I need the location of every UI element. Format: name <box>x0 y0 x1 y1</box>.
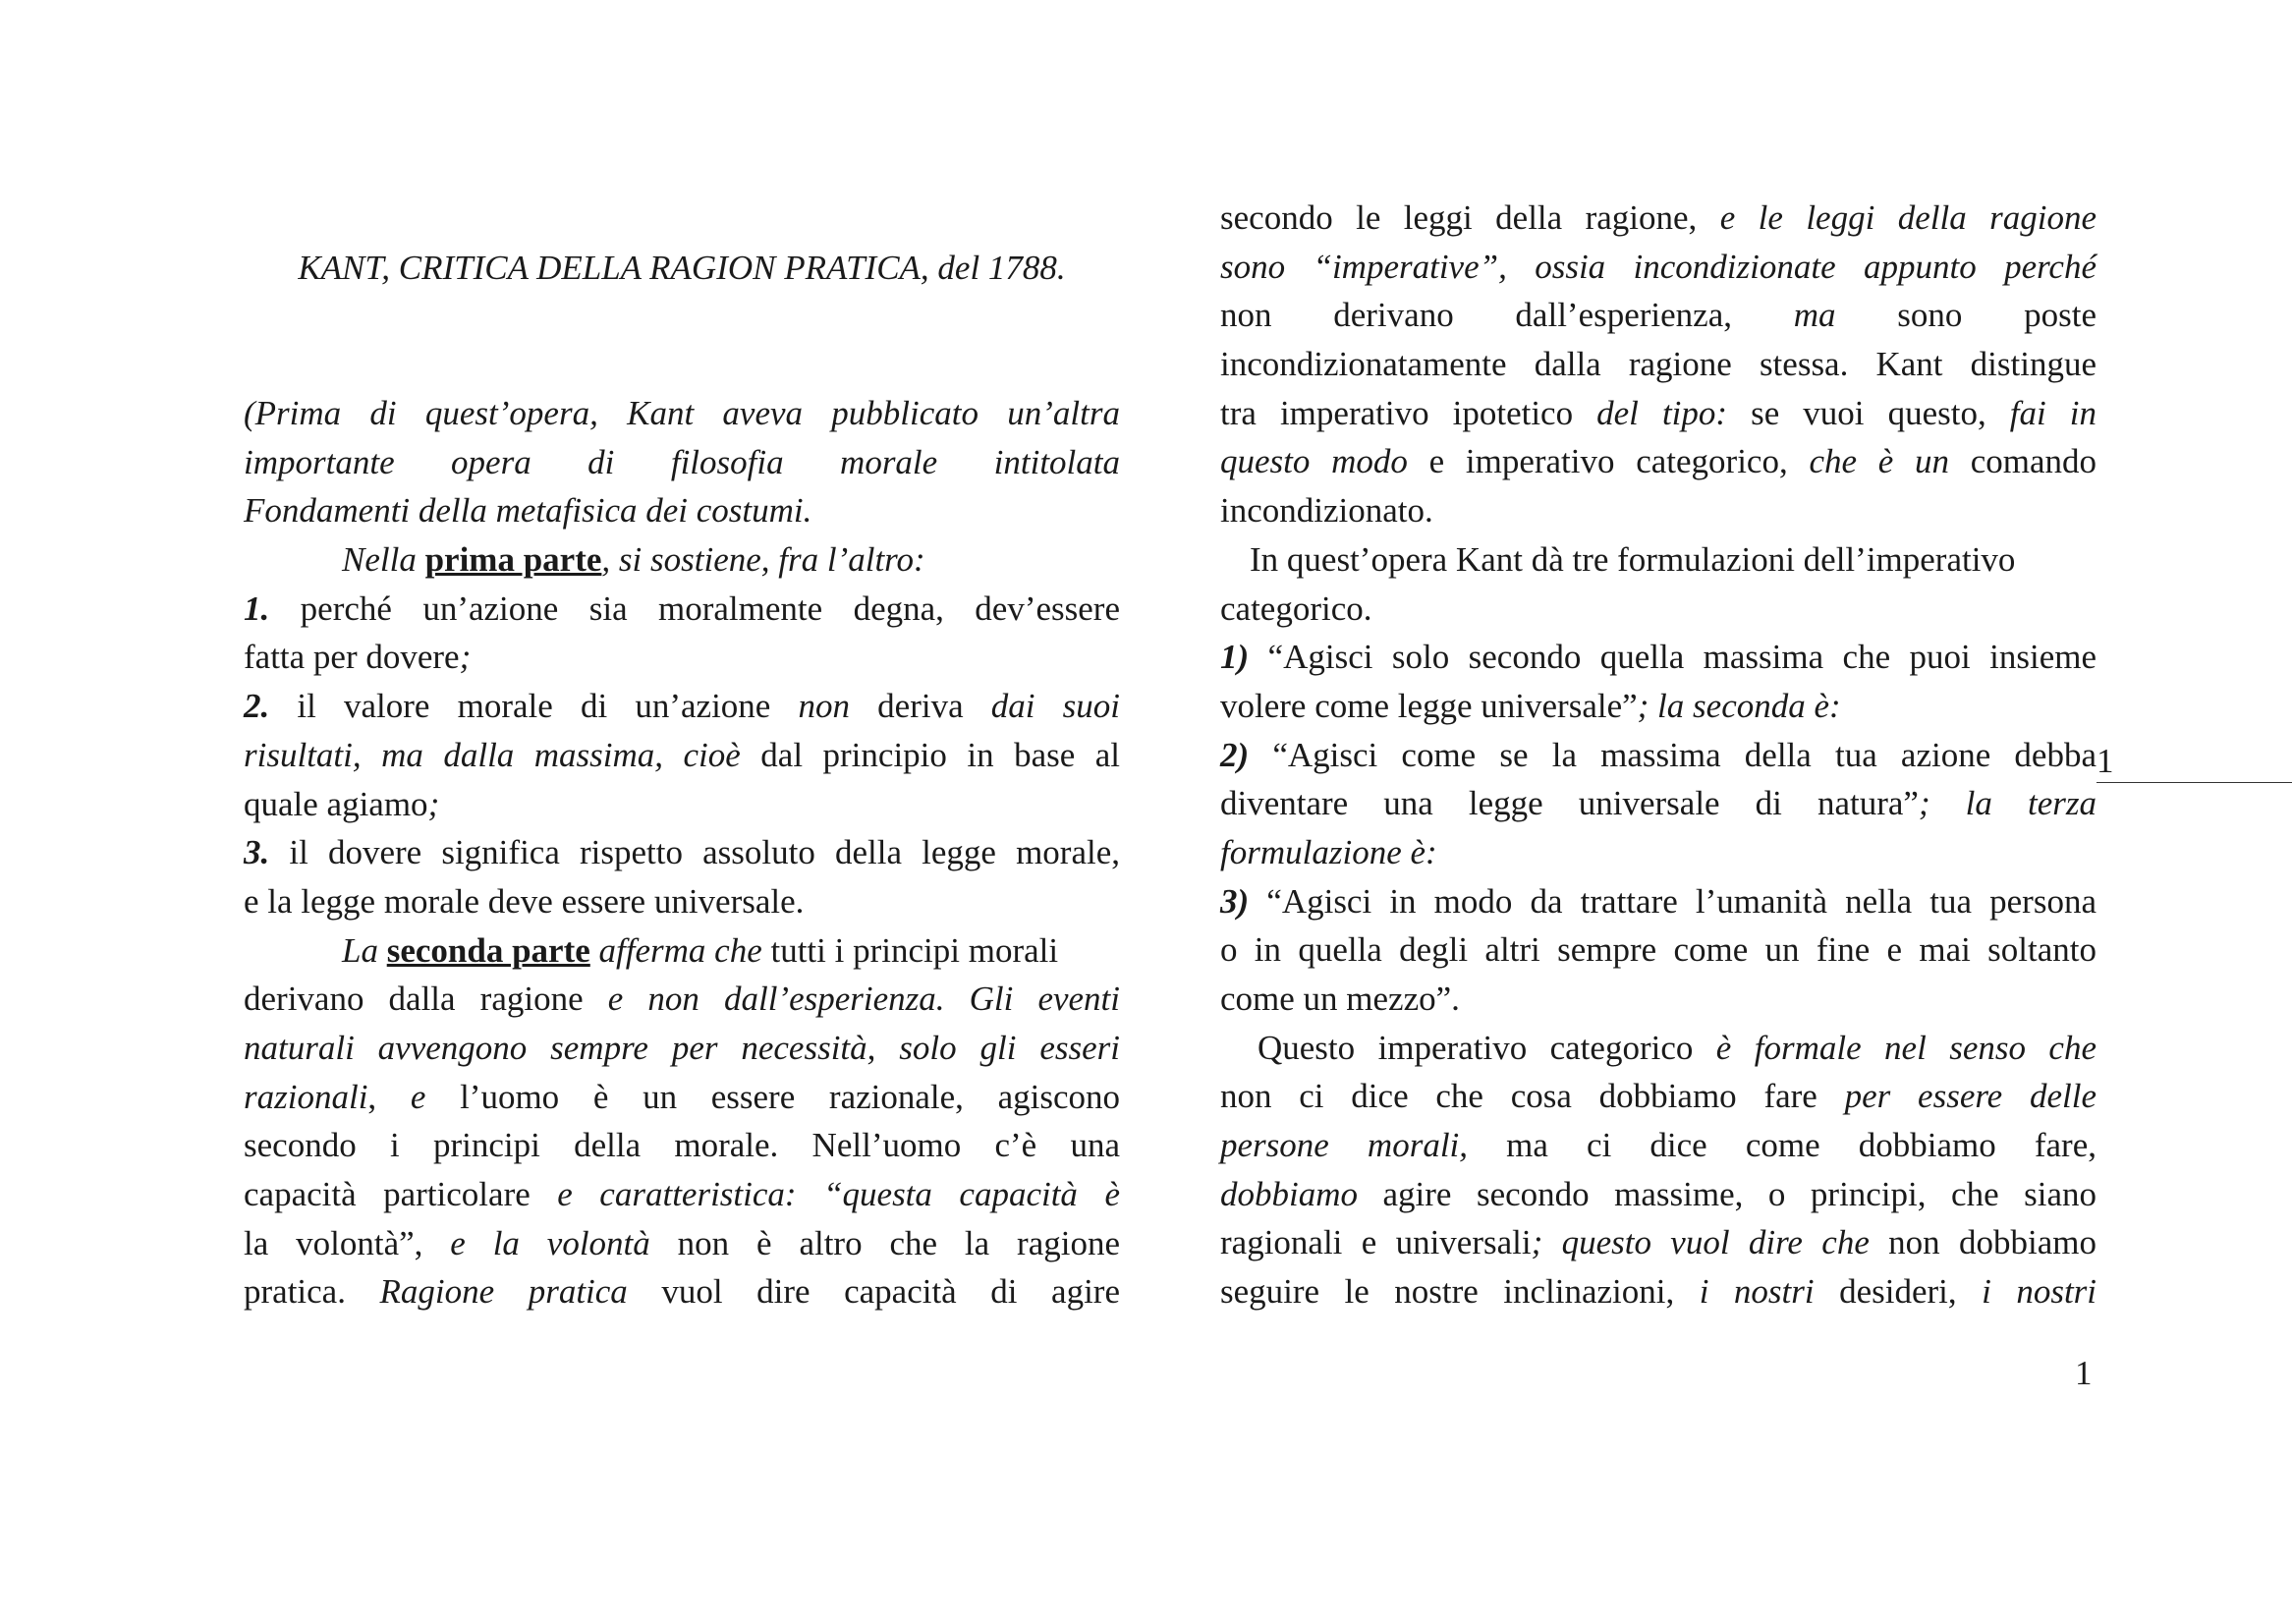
text-line: non ci dice che cosa dobbiamo fare per essere delle <box>1220 1077 2096 1116</box>
list-item: 1. perché un’azione sia moralmente degna, dev’essere <box>244 588 1120 628</box>
text-line: questo modo e imperativo categorico, che è un comando <box>1220 442 2097 481</box>
text-line: incondizionato. <box>1220 491 1433 531</box>
text-line: ragionali e universali; questo vuol dire che non dobbiamo <box>1220 1223 2096 1262</box>
list-item: 2) “Agisci come se la massima della tua azione debba <box>1220 735 2096 774</box>
text-line: In quest’opera Kant dà tre formulazioni dell’imperativo <box>1250 539 2016 579</box>
right-column <box>1220 194 2096 1316</box>
list-item: 3) “Agisci in modo da trattare l’umanità nella tua persona <box>1220 881 2096 921</box>
text-line: Nella prima parte, si sostiene, fra l’altro: <box>342 540 925 580</box>
text-line: capacità particolare e caratteristica: “questa capacità è <box>244 1175 1120 1213</box>
text-line: La seconda parte afferma che tutti i principi morali <box>342 930 1059 970</box>
text-line: o in quella degli altri sempre come un fine e mai soltanto <box>1220 930 2096 970</box>
text-line: Fondamenti della metafisica dei costumi. <box>244 491 812 531</box>
left-column <box>244 389 1120 1316</box>
text-line: sono “imperative”, ossia incondizionate appunto perché <box>1220 247 2096 286</box>
text-line: naturali avvengono sempre per necessità, solo gli esseri <box>244 1028 1120 1067</box>
text-line: tra imperativo ipotetico del tipo: se vuoi questo, fai in <box>1220 393 2096 432</box>
text-line: dobbiamo agire secondo massime, o principi, che siano <box>1220 1174 2096 1213</box>
list-item: 1) “Agisci solo secondo quella massima che puoi insieme <box>1220 638 2096 677</box>
list-item: 3. il dovere significa rispetto assoluto della legge morale, <box>244 833 1120 872</box>
text-line: razionali, e l’uomo è un essere razionale, agiscono <box>244 1077 1121 1116</box>
text-line: la volontà”, e la volontà non è altro che la ragione <box>244 1223 1120 1262</box>
list-item: 2. il valore morale di un’azione non deriva dai suoi <box>244 687 1121 726</box>
text-line: quale agiamo; <box>244 784 440 823</box>
text-line: come un mezzo”. <box>1220 980 1460 1018</box>
text-line: Questo imperativo categorico è formale nel senso che <box>1258 1028 2096 1067</box>
text-line: derivano dalla ragione e non dall’esperienza. Gli eventi <box>244 980 1120 1019</box>
text-line: (Prima di quest’opera, Kant aveva pubblicato un’altra <box>244 394 1120 432</box>
text-line: incondizionatamente dalla ragione stessa. Kant distingue <box>1220 345 2096 384</box>
text-line: categorico. <box>1220 588 1372 628</box>
margin-note-number: 1 <box>2096 742 2114 780</box>
underlined-heading: prima parte <box>424 540 602 580</box>
text-line: persone morali, ma ci dice come dobbiamo fare, <box>1220 1126 2096 1165</box>
text-line: non derivano dall’esperienza, ma sono poste <box>1220 296 2096 335</box>
document-title: KANT, CRITICA DELLA RAGION PRATICA, del 1788. <box>298 249 1066 287</box>
text-line: diventare una legge universale di natura”; la terza <box>1220 784 2096 823</box>
underlined-heading: seconda parte <box>386 930 590 970</box>
text-line: formulazione è: <box>1220 832 1437 871</box>
text-line: risultati, ma dalla massima, cioè dal principio in base al <box>244 735 1120 774</box>
text-line: fatta per dovere; <box>244 638 472 677</box>
text-line: secondo i principi della morale. Nell’uomo c’è una <box>244 1126 1120 1165</box>
text-line: volere come legge universale”; la seconda è: <box>1220 686 1841 725</box>
page-number: 1 <box>2075 1354 2093 1392</box>
text-line: pratica. Ragione pratica vuol dire capacità di agire <box>244 1272 1120 1312</box>
margin-rule <box>2096 782 2292 783</box>
text-line: secondo le leggi della ragione, e le leggi della ragione <box>1220 198 2097 237</box>
text-line: seguire le nostre inclinazioni, i nostri desideri, i nostri <box>1220 1272 2097 1312</box>
text-line: e la legge morale deve essere universale. <box>244 881 805 921</box>
text-line: importante opera di filosofia morale intitolata <box>244 442 1120 481</box>
